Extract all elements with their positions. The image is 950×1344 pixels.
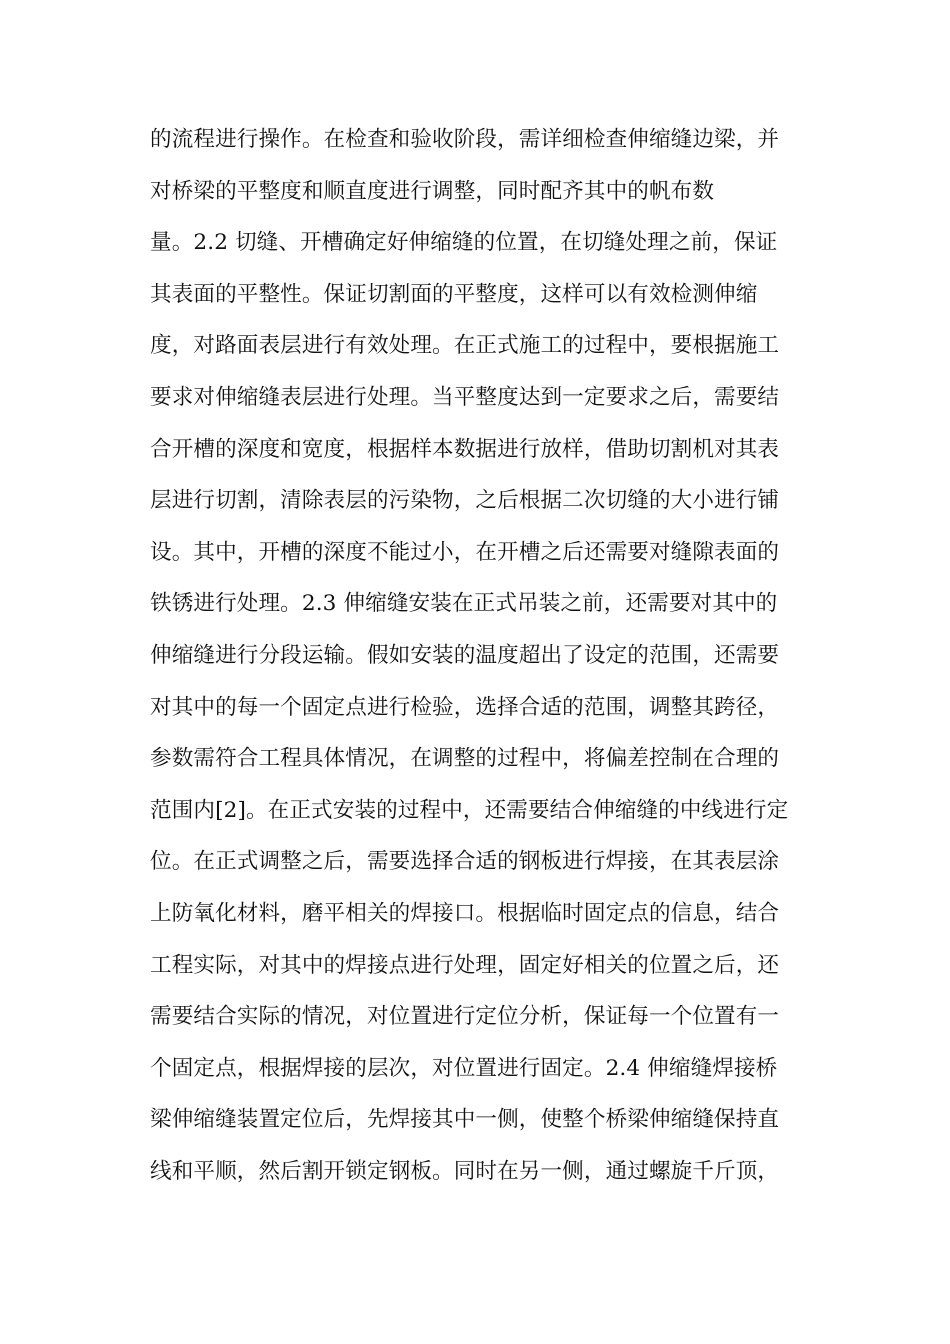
text-line: 层进行切割，清除表层的污染物，之后根据二次切缝的大小进行铺: [150, 488, 780, 514]
text-line: 上防氧化材料，磨平相关的焊接口。根据临时固定点的信息，结合: [150, 900, 780, 926]
text-line: 要求对伸缩缝表层进行处理。当平整度达到一定要求之后，需要结: [150, 384, 780, 410]
text-line: 线和平顺，然后割开锁定钢板。同时在另一侧，通过螺旋千斤顶，: [150, 1158, 780, 1184]
text-line: 需要结合实际的情况，对位置进行定位分析，保证每一个位置有一: [150, 1004, 780, 1030]
text-line: 的流程进行操作。在检查和验收阶段，需详细检查伸缩缝边梁，并: [150, 127, 780, 152]
text-line: 设。其中，开槽的深度不能过小，在开槽之后还需要对缝隙表面的: [150, 539, 780, 565]
text-line: 梁伸缩缝装置定位后，先焊接其中一侧，使整个桥梁伸缩缝保持直: [150, 1107, 780, 1133]
text-line: 量。2.2 切缝、开槽确定好伸缩缝的位置，在切缝处理之前，保证: [150, 230, 778, 256]
text-line: 合开槽的深度和宽度，根据样本数据进行放样，借助切割机对其表: [150, 436, 780, 462]
text-line: 个固定点，根据焊接的层次，对位置进行固定。2.4 伸缩缝焊接桥: [150, 1055, 778, 1081]
text-line: 伸缩缝进行分段运输。假如安装的温度超出了设定的范围，还需要: [150, 642, 780, 668]
text-line: 范围内[2]。在正式安装的过程中，还需要结合伸缩缝的中线进行定: [150, 797, 789, 823]
text-line: 其表面的平整性。保证切割面的平整度，这样可以有效检测伸缩: [150, 281, 758, 307]
text-line: 对其中的每一个固定点进行检验，选择合适的范围，调整其跨径，: [150, 694, 780, 720]
text-line: 铁锈进行处理。2.3 伸缩缝安装在正式吊装之前，还需要对其中的: [150, 591, 778, 617]
text-line: 度，对路面表层进行有效处理。在正式施工的过程中，要根据施工: [150, 333, 780, 359]
text-line: 参数需符合工程具体情况，在调整的过程中，将偏差控制在合理的: [150, 746, 780, 772]
text-line: 对桥梁的平整度和顺直度进行调整，同时配齐其中的帆布数: [150, 178, 715, 204]
text-line: 位。在正式调整之后，需要选择合适的钢板进行焊接，在其表层涂: [150, 849, 780, 875]
body-text: [150, 114, 810, 1197]
text-line: 工程实际，对其中的焊接点进行处理，固定好相关的位置之后，还: [150, 952, 780, 978]
